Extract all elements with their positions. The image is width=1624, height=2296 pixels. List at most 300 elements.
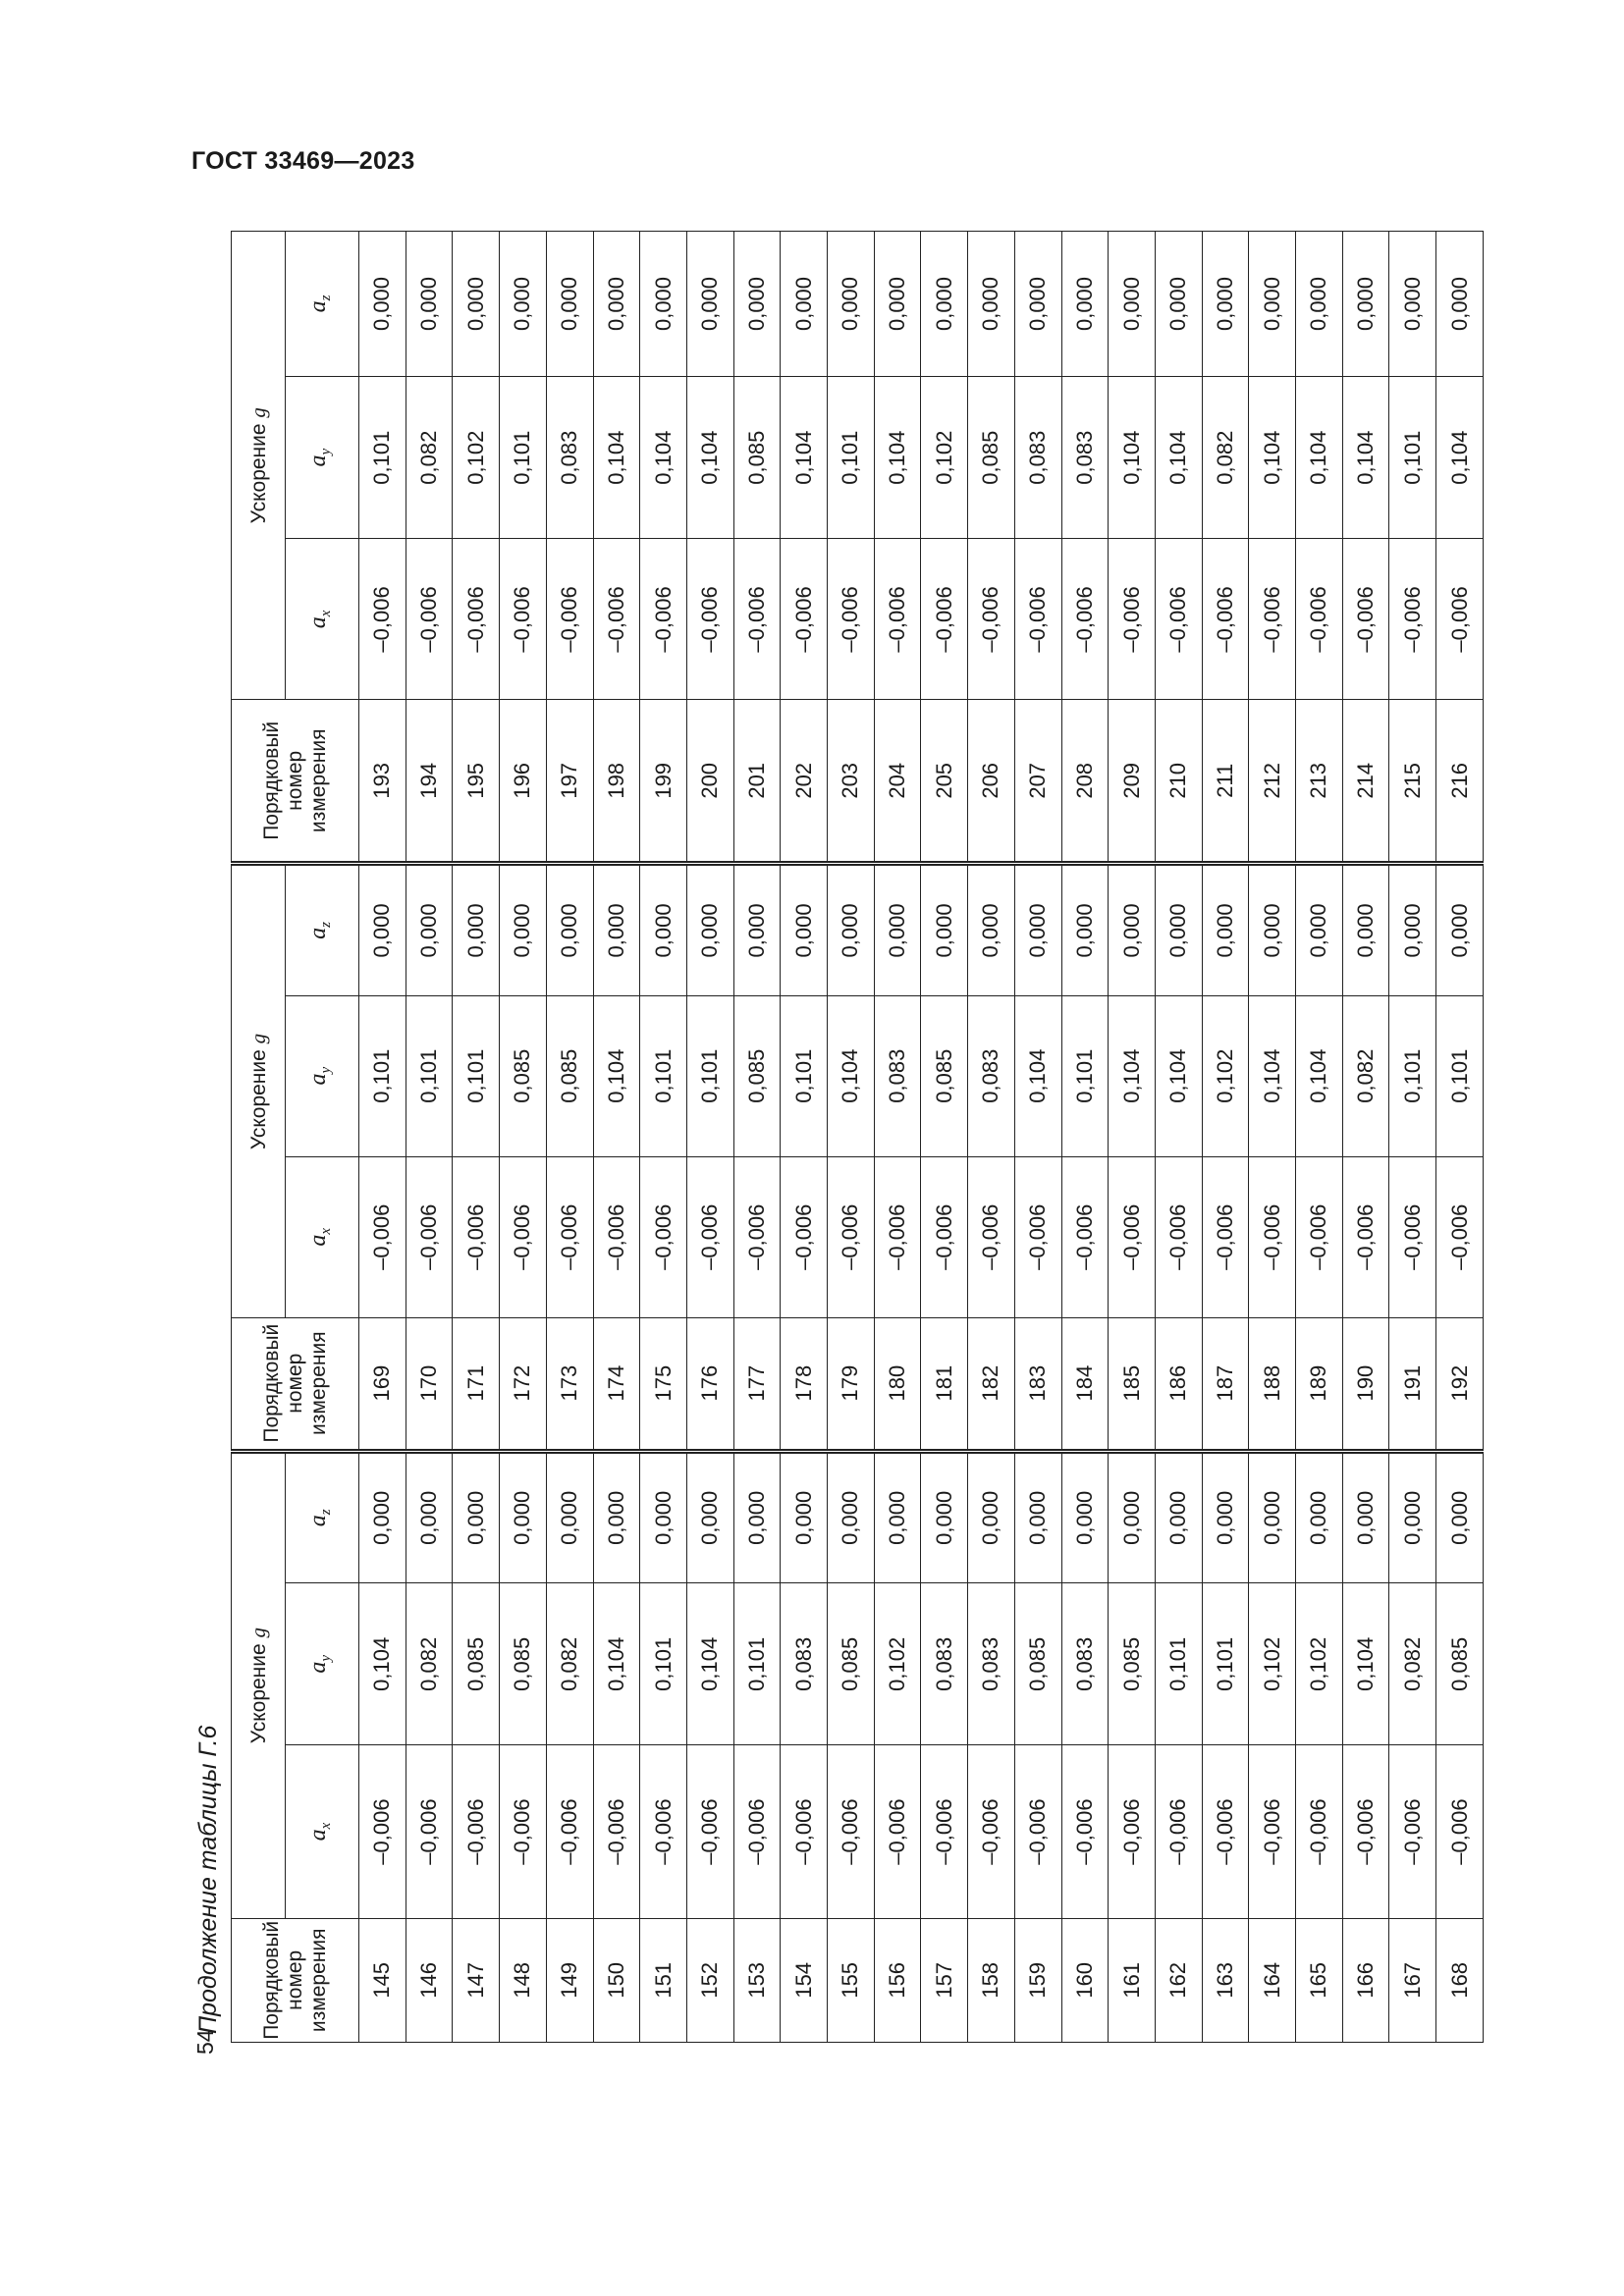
cell-ax: –0,006 (874, 1156, 921, 1317)
table-row (640, 232, 687, 2043)
cell-measurement-number: 193 (359, 700, 406, 864)
cell-ax: –0,006 (1061, 1156, 1109, 1317)
cell-measurement-number: 213 (1296, 700, 1343, 864)
cell-ax: –0,006 (640, 1156, 687, 1317)
cell-ay: 0,104 (1249, 995, 1296, 1156)
cell-az: 0,000 (1155, 232, 1202, 377)
cell-ax: –0,006 (1436, 1745, 1484, 1918)
cell-measurement-number: 148 (500, 1918, 547, 2042)
cell-ay: 0,104 (1109, 377, 1156, 539)
cell-az: 0,000 (359, 1451, 406, 1583)
table-row (546, 232, 593, 2043)
cell-az: 0,000 (1249, 1451, 1296, 1583)
cell-ay: 0,104 (1436, 377, 1484, 539)
cell-az: 0,000 (874, 232, 921, 377)
cell-ay: 0,104 (828, 995, 875, 1156)
cell-az: 0,000 (500, 232, 547, 377)
cell-az: 0,000 (1155, 864, 1202, 996)
cell-az: 0,000 (1014, 1451, 1061, 1583)
header-acceleration-g (232, 864, 286, 1318)
header-group-row (232, 232, 286, 2043)
cell-az: 0,000 (640, 232, 687, 377)
cell-ay: 0,082 (546, 1583, 593, 1745)
cell-az: 0,000 (546, 1451, 593, 1583)
cell-measurement-number: 147 (453, 1918, 500, 2042)
cell-measurement-number: 178 (781, 1317, 828, 1451)
cell-ax: –0,006 (1342, 1745, 1389, 1918)
cell-measurement-number: 169 (359, 1317, 406, 1451)
cell-az: 0,000 (359, 232, 406, 377)
cell-ay: 0,102 (1202, 995, 1249, 1156)
cell-ay: 0,104 (1296, 377, 1343, 539)
cell-ay: 0,104 (593, 1583, 640, 1745)
cell-ax: –0,006 (968, 539, 1015, 700)
cell-ax: –0,006 (453, 1745, 500, 1918)
cell-measurement-number: 180 (874, 1317, 921, 1451)
cell-ay: 0,083 (874, 995, 921, 1156)
cell-measurement-number: 171 (453, 1317, 500, 1451)
cell-ay: 0,085 (1109, 1583, 1156, 1745)
cell-ax: –0,006 (359, 1156, 406, 1317)
cell-ay: 0,083 (1061, 1583, 1109, 1745)
cell-ax: –0,006 (453, 1156, 500, 1317)
cell-ay: 0,083 (968, 1583, 1015, 1745)
axis-symbol: a (304, 1073, 331, 1086)
cell-ax: –0,006 (686, 1156, 733, 1317)
cell-ax: –0,006 (453, 539, 500, 700)
header-ay (286, 995, 359, 1156)
cell-ax: –0,006 (500, 539, 547, 700)
cell-ax: –0,006 (1155, 539, 1202, 700)
header-ax (286, 1745, 359, 1918)
header-measurement-number: Порядковый номер измерения (232, 1918, 359, 2042)
cell-ay: 0,104 (686, 1583, 733, 1745)
cell-measurement-number: 174 (593, 1317, 640, 1451)
cell-ay: 0,082 (406, 377, 453, 539)
cell-ax: –0,006 (1296, 1156, 1343, 1317)
cell-az: 0,000 (453, 232, 500, 377)
acceleration-symbol: g (245, 407, 270, 418)
cell-ax: –0,006 (1109, 539, 1156, 700)
axis-symbol: a (304, 1234, 331, 1247)
cell-ax: –0,006 (1014, 1745, 1061, 1918)
cell-ax: –0,006 (406, 539, 453, 700)
cell-measurement-number: 157 (921, 1918, 968, 2042)
cell-ax: –0,006 (1436, 539, 1484, 700)
header-measurement-number: Порядковый номер измерения (232, 700, 359, 864)
cell-ay: 0,083 (781, 1583, 828, 1745)
cell-az: 0,000 (640, 1451, 687, 1583)
table-row (686, 232, 733, 2043)
cell-measurement-number: 153 (733, 1918, 781, 2042)
cell-measurement-number: 188 (1249, 1317, 1296, 1451)
cell-ay: 0,102 (453, 377, 500, 539)
cell-ay: 0,101 (1061, 995, 1109, 1156)
cell-ax: –0,006 (546, 1156, 593, 1317)
axis-subscript: z (318, 294, 335, 301)
cell-ax: –0,006 (593, 539, 640, 700)
cell-az: 0,000 (1061, 232, 1109, 377)
cell-ay: 0,101 (1389, 377, 1436, 539)
cell-az: 0,000 (1296, 864, 1343, 996)
axis-symbol: a (304, 454, 331, 467)
axis-symbol: a (304, 1515, 331, 1527)
cell-ax: –0,006 (1342, 1156, 1389, 1317)
cell-ax: –0,006 (1249, 1745, 1296, 1918)
cell-ay: 0,082 (406, 1583, 453, 1745)
cell-ax: –0,006 (874, 1745, 921, 1918)
cell-ay: 0,104 (686, 377, 733, 539)
cell-ax: –0,006 (593, 1156, 640, 1317)
table-row (968, 232, 1015, 2043)
cell-ax: –0,006 (1249, 1156, 1296, 1317)
cell-ax: –0,006 (781, 539, 828, 700)
cell-az: 0,000 (546, 864, 593, 996)
cell-measurement-number: 158 (968, 1918, 1015, 2042)
cell-ay: 0,085 (733, 377, 781, 539)
cell-az: 0,000 (1342, 1451, 1389, 1583)
cell-measurement-number: 187 (1202, 1317, 1249, 1451)
cell-ax: –0,006 (1389, 539, 1436, 700)
cell-az: 0,000 (874, 1451, 921, 1583)
acceleration-symbol: g (245, 1033, 270, 1044)
cell-ax: –0,006 (1389, 1156, 1436, 1317)
cell-measurement-number: 175 (640, 1317, 687, 1451)
acceleration-label: Ускорение (246, 417, 270, 524)
cell-ax: –0,006 (686, 1745, 733, 1918)
axis-symbol: a (304, 616, 331, 629)
cell-ay: 0,104 (640, 377, 687, 539)
cell-measurement-number: 209 (1109, 700, 1156, 864)
cell-az: 0,000 (593, 1451, 640, 1583)
header-az (286, 864, 359, 996)
cell-ax: –0,006 (733, 1156, 781, 1317)
cell-ax: –0,006 (921, 1156, 968, 1317)
cell-az: 0,000 (781, 864, 828, 996)
axis-symbol: a (304, 1661, 331, 1674)
axis-subscript: y (318, 1654, 335, 1662)
cell-ax: –0,006 (1061, 539, 1109, 700)
cell-ay: 0,085 (453, 1583, 500, 1745)
cell-ax: –0,006 (359, 1745, 406, 1918)
cell-az: 0,000 (640, 864, 687, 996)
header-acceleration-g (232, 232, 286, 700)
cell-az: 0,000 (1109, 232, 1156, 377)
cell-measurement-number: 207 (1014, 700, 1061, 864)
cell-ay: 0,083 (546, 377, 593, 539)
cell-ay: 0,101 (733, 1583, 781, 1745)
table-row (406, 232, 453, 2043)
cell-measurement-number: 176 (686, 1317, 733, 1451)
cell-ax: –0,006 (733, 1745, 781, 1918)
cell-az: 0,000 (1249, 864, 1296, 996)
cell-ax: –0,006 (686, 539, 733, 700)
cell-az: 0,000 (1436, 232, 1484, 377)
acceleration-label: Ускорение (246, 1043, 270, 1150)
cell-ay: 0,101 (359, 995, 406, 1156)
cell-az: 0,000 (1109, 1451, 1156, 1583)
cell-ay: 0,082 (1342, 995, 1389, 1156)
cell-az: 0,000 (828, 864, 875, 996)
cell-ax: –0,006 (406, 1156, 453, 1317)
table-row (781, 232, 828, 2043)
cell-ax: –0,006 (1342, 539, 1389, 700)
table-row (1342, 232, 1389, 2043)
cell-ay: 0,085 (500, 995, 547, 1156)
cell-measurement-number: 167 (1389, 1918, 1436, 2042)
cell-measurement-number: 183 (1014, 1317, 1061, 1451)
cell-ax: –0,006 (828, 539, 875, 700)
acceleration-label: Ускорение (246, 1637, 270, 1744)
cell-measurement-number: 152 (686, 1918, 733, 2042)
cell-ay: 0,083 (921, 1583, 968, 1745)
cell-measurement-number: 205 (921, 700, 968, 864)
axis-subscript: z (318, 1509, 335, 1516)
cell-ax: –0,006 (1155, 1745, 1202, 1918)
cell-az: 0,000 (733, 864, 781, 996)
cell-az: 0,000 (1389, 1451, 1436, 1583)
header-ay (286, 377, 359, 539)
cell-az: 0,000 (874, 864, 921, 996)
cell-az: 0,000 (686, 1451, 733, 1583)
cell-az: 0,000 (1296, 232, 1343, 377)
cell-measurement-number: 163 (1202, 1918, 1249, 2042)
cell-ax: –0,006 (640, 539, 687, 700)
cell-az: 0,000 (1061, 1451, 1109, 1583)
cell-az: 0,000 (1014, 232, 1061, 377)
cell-az: 0,000 (921, 1451, 968, 1583)
cell-ay: 0,082 (1202, 377, 1249, 539)
cell-ax: –0,006 (1202, 1745, 1249, 1918)
cell-ay: 0,085 (546, 995, 593, 1156)
cell-az: 0,000 (500, 1451, 547, 1583)
cell-az: 0,000 (1436, 864, 1484, 996)
cell-ay: 0,104 (1342, 1583, 1389, 1745)
cell-ax: –0,006 (640, 1745, 687, 1918)
cell-ay: 0,101 (453, 995, 500, 1156)
header-acceleration-g (232, 1451, 286, 1918)
cell-ax: –0,006 (593, 1745, 640, 1918)
cell-ax: –0,006 (1202, 539, 1249, 700)
cell-measurement-number: 200 (686, 700, 733, 864)
axis-symbol: a (304, 927, 331, 939)
table-row (1014, 232, 1061, 2043)
header-az (286, 232, 359, 377)
table-row (500, 232, 547, 2043)
cell-ax: –0,006 (968, 1156, 1015, 1317)
table-row (453, 232, 500, 2043)
cell-ax: –0,006 (921, 539, 968, 700)
cell-ax: –0,006 (500, 1745, 547, 1918)
table-row (1155, 232, 1202, 2043)
cell-az: 0,000 (1389, 232, 1436, 377)
cell-measurement-number: 172 (500, 1317, 547, 1451)
table-row (828, 232, 875, 2043)
table-row (593, 232, 640, 2043)
cell-ay: 0,101 (828, 377, 875, 539)
cell-ax: –0,006 (1249, 539, 1296, 700)
cell-ay: 0,085 (1436, 1583, 1484, 1745)
cell-ay: 0,104 (1342, 377, 1389, 539)
table-row (1436, 232, 1484, 2043)
cell-measurement-number: 145 (359, 1918, 406, 2042)
cell-ax: –0,006 (1155, 1156, 1202, 1317)
cell-ay: 0,085 (1014, 1583, 1061, 1745)
cell-measurement-number: 211 (1202, 700, 1249, 864)
acceleration-symbol: g (245, 1627, 270, 1638)
document-code: ГОСТ 33469—2023 (191, 147, 415, 175)
cell-az: 0,000 (1202, 232, 1249, 377)
table-row (733, 232, 781, 2043)
header-measurement-number: Порядковый номер измерения (232, 1317, 359, 1451)
cell-measurement-number: 149 (546, 1918, 593, 2042)
axis-subscript: y (318, 1066, 335, 1074)
cell-ay: 0,101 (781, 995, 828, 1156)
rotated-table-container (231, 231, 1484, 2043)
cell-ay: 0,101 (686, 995, 733, 1156)
cell-measurement-number: 164 (1249, 1918, 1296, 2042)
header-ax (286, 539, 359, 700)
cell-az: 0,000 (1296, 1451, 1343, 1583)
cell-az: 0,000 (406, 1451, 453, 1583)
cell-measurement-number: 155 (828, 1918, 875, 2042)
cell-ay: 0,104 (593, 377, 640, 539)
cell-ay: 0,085 (968, 377, 1015, 539)
cell-measurement-number: 214 (1342, 700, 1389, 864)
cell-az: 0,000 (686, 864, 733, 996)
cell-measurement-number: 162 (1155, 1918, 1202, 2042)
cell-az: 0,000 (1389, 864, 1436, 996)
cell-ax: –0,006 (500, 1156, 547, 1317)
cell-measurement-number: 181 (921, 1317, 968, 1451)
cell-measurement-number: 216 (1436, 700, 1484, 864)
cell-ax: –0,006 (1014, 1156, 1061, 1317)
axis-subscript: y (318, 448, 335, 455)
cell-az: 0,000 (406, 864, 453, 996)
cell-ax: –0,006 (968, 1745, 1015, 1918)
cell-ax: –0,006 (546, 1745, 593, 1918)
cell-measurement-number: 204 (874, 700, 921, 864)
page-number: 54 (192, 2029, 218, 2055)
cell-ay: 0,082 (1389, 1583, 1436, 1745)
cell-az: 0,000 (1249, 232, 1296, 377)
cell-ay: 0,102 (1296, 1583, 1343, 1745)
cell-az: 0,000 (1061, 864, 1109, 996)
cell-ax: –0,006 (828, 1156, 875, 1317)
cell-ax: –0,006 (828, 1745, 875, 1918)
cell-measurement-number: 199 (640, 700, 687, 864)
cell-measurement-number: 166 (1342, 1918, 1389, 2042)
table-row (1389, 232, 1436, 2043)
cell-measurement-number: 177 (733, 1317, 781, 1451)
cell-ay: 0,104 (1155, 377, 1202, 539)
cell-measurement-number: 168 (1436, 1918, 1484, 2042)
cell-measurement-number: 191 (1389, 1317, 1436, 1451)
cell-measurement-number: 195 (453, 700, 500, 864)
cell-az: 0,000 (1342, 864, 1389, 996)
cell-ay: 0,101 (1389, 995, 1436, 1156)
table-row (1249, 232, 1296, 2043)
cell-ax: –0,006 (733, 539, 781, 700)
cell-measurement-number: 189 (1296, 1317, 1343, 1451)
cell-measurement-number: 201 (733, 700, 781, 864)
cell-ay: 0,104 (359, 1583, 406, 1745)
cell-measurement-number: 206 (968, 700, 1015, 864)
cell-ay: 0,101 (640, 1583, 687, 1745)
cell-ay: 0,085 (828, 1583, 875, 1745)
cell-measurement-number: 170 (406, 1317, 453, 1451)
cell-az: 0,000 (1155, 1451, 1202, 1583)
cell-az: 0,000 (359, 864, 406, 996)
cell-ay: 0,104 (874, 377, 921, 539)
cell-measurement-number: 210 (1155, 700, 1202, 864)
cell-ay: 0,104 (1155, 995, 1202, 1156)
cell-ax: –0,006 (1109, 1156, 1156, 1317)
cell-measurement-number: 215 (1389, 700, 1436, 864)
cell-az: 0,000 (546, 232, 593, 377)
cell-az: 0,000 (500, 864, 547, 996)
table-body (359, 232, 1484, 2043)
header-az (286, 1451, 359, 1583)
cell-ay: 0,101 (1202, 1583, 1249, 1745)
cell-ax: –0,006 (781, 1745, 828, 1918)
cell-az: 0,000 (968, 232, 1015, 377)
axis-symbol: a (304, 1829, 331, 1842)
measurement-table (231, 231, 1484, 2043)
cell-ay: 0,101 (406, 995, 453, 1156)
cell-az: 0,000 (593, 864, 640, 996)
cell-ay: 0,101 (359, 377, 406, 539)
cell-ay: 0,104 (1014, 995, 1061, 1156)
cell-ax: –0,006 (1389, 1745, 1436, 1918)
cell-measurement-number: 156 (874, 1918, 921, 2042)
cell-measurement-number: 150 (593, 1918, 640, 2042)
cell-measurement-number: 173 (546, 1317, 593, 1451)
cell-measurement-number: 186 (1155, 1317, 1202, 1451)
axis-subscript: x (318, 1822, 335, 1830)
cell-ay: 0,104 (1109, 995, 1156, 1156)
header-ax (286, 1156, 359, 1317)
table-row (921, 232, 968, 2043)
cell-az: 0,000 (1202, 1451, 1249, 1583)
cell-az: 0,000 (828, 1451, 875, 1583)
cell-measurement-number: 182 (968, 1317, 1015, 1451)
cell-az: 0,000 (733, 232, 781, 377)
cell-ax: –0,006 (1296, 1745, 1343, 1918)
cell-ax: –0,006 (1014, 539, 1061, 700)
cell-measurement-number: 146 (406, 1918, 453, 2042)
cell-ax: –0,006 (874, 539, 921, 700)
header-sub-row (286, 232, 359, 2043)
cell-measurement-number: 160 (1061, 1918, 1109, 2042)
cell-ay: 0,104 (1296, 995, 1343, 1156)
cell-az: 0,000 (1014, 864, 1061, 996)
table-row (1202, 232, 1249, 2043)
axis-subscript: x (318, 610, 335, 617)
cell-ax: –0,006 (359, 539, 406, 700)
cell-az: 0,000 (453, 864, 500, 996)
cell-ax: –0,006 (921, 1745, 968, 1918)
cell-ay: 0,102 (1249, 1583, 1296, 1745)
cell-measurement-number: 208 (1061, 700, 1109, 864)
cell-measurement-number: 165 (1296, 1918, 1343, 2042)
cell-measurement-number: 151 (640, 1918, 687, 2042)
cell-az: 0,000 (968, 864, 1015, 996)
table-row (1296, 232, 1343, 2043)
cell-ay: 0,104 (1249, 377, 1296, 539)
cell-az: 0,000 (921, 864, 968, 996)
cell-ay: 0,102 (874, 1583, 921, 1745)
